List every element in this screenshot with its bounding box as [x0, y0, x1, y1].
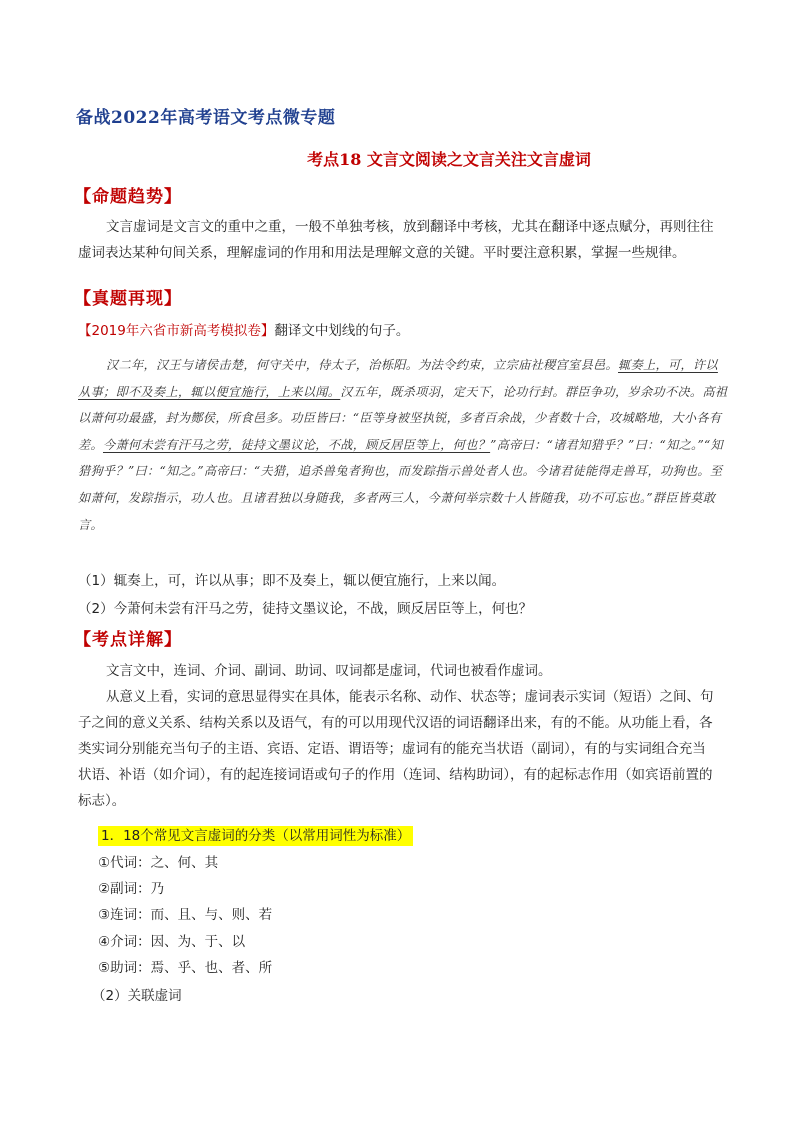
classical-passage [78, 352, 728, 538]
detail-heading: 【考点详解】 [74, 630, 182, 650]
question-1: （1）辄奏上，可，许以从事；即不及奏上，辄以便宜施行，上来以闻。 [78, 573, 506, 589]
exam-instruction: 翻译文中划线的句子。 [274, 323, 410, 339]
question-2: （2）今萧何未尝有汗马之劳，徒持文墨议论，不战，顾反居臣等上，何也？ [78, 601, 533, 617]
list-item: ②副词：乃 [98, 881, 165, 897]
passage-underlined-1: 辄奏上，可，许以从事；即不及奏上，辄以便宜施行，上来以闻。 [78, 358, 718, 399]
highlighted-subheading: 1．18个常见文言虚词的分类（以常用词性为标准） [98, 826, 413, 846]
detail-paragraph-2: 从意义上看，实词的意思显得实在具体，能表示名称、动作、状态等；虚词表示实词（短语）之间、句子之间的意义关系、结构关系以及语气，有的可以用现代汉语的词语翻译出来，有的不能。从功能上看，各类实词分别能充当句子的主语、宾语、定语、谓语等；虚词有的能充当状语（副词），有的与实词组合充当状语、补语（如介词），有的起连接词语或句子的作用（连词、结构助词），有的起标志作用（如宾语前置的标志）。 [78, 689, 714, 809]
sub-item-heading: （2）关联虚词 [92, 988, 182, 1004]
exam-intro [78, 318, 718, 344]
main-title [0, 147, 794, 170]
series-title: 备战2022年高考语文考点微专题 [76, 108, 336, 128]
passage-part-3: ”高帝曰：“诸君知猎乎？”曰：“知之。”“知猎狗乎？”曰：“知之。”高帝曰：“夫猎，追杀兽兔者狗也，而发踪指示兽处者人也。今诸君徒能得走兽耳，功狗也。至如萧何，发踪指示，功人也。且诸君独以身随我，多者两三人，今萧何举宗数十人皆随我，功不可忘也。”群臣皆莫敢言。 [78, 437, 723, 532]
passage-underlined-2: 今萧何未尝有汗马之劳，徒持文墨议论，不战，顾反居臣等上，何也？ [102, 437, 491, 452]
trend-paragraph: 文言虚词是文言文的重中之重，一般不单独考核，放到翻译中考核，尤其在翻译中逐点赋分，再则往往虚词表达某种句间关系，理解虚词的作用和用法是理解文意的关键。平时要注意积累，掌握一些规律。 [78, 219, 714, 261]
trend-heading: 【命题趋势】 [74, 187, 182, 207]
list-item: ①代词：之、何、其 [98, 855, 219, 871]
passage-part-1: 汉二年，汉王与诸侯击楚，何守关中，侍太子，治栎阳。为法令约束，立宗庙社稷宫室县邑。 [106, 358, 618, 372]
exam-source: 【2019年六省市新高考模拟卷】 [78, 323, 275, 339]
list-item: ③连词：而、且、与、则、若 [98, 907, 273, 923]
passage-part-2: 汉五年，既杀项羽，定天下，论功行封。群臣争功，岁余功不决。高祖以萧何功最盛，封为酂侯，所食邑多。功臣皆曰：“臣等身被坚执锐，多者百余战，少者数十合，攻城略地，大小各有差。 [78, 384, 728, 452]
list-item: ⑤助词：焉、乎、也、者、所 [98, 960, 273, 976]
list-item: ④介词：因、为、于、以 [98, 934, 246, 950]
main-title-text: 考点18 文言文阅读之文言关注文言虚词 [307, 150, 591, 169]
exam-heading: 【真题再现】 [74, 289, 182, 309]
detail-paragraph-1: 文言文中，连词、介词、副词、助词、叹词都是虚词，代词也被看作虚词。 [106, 663, 552, 679]
